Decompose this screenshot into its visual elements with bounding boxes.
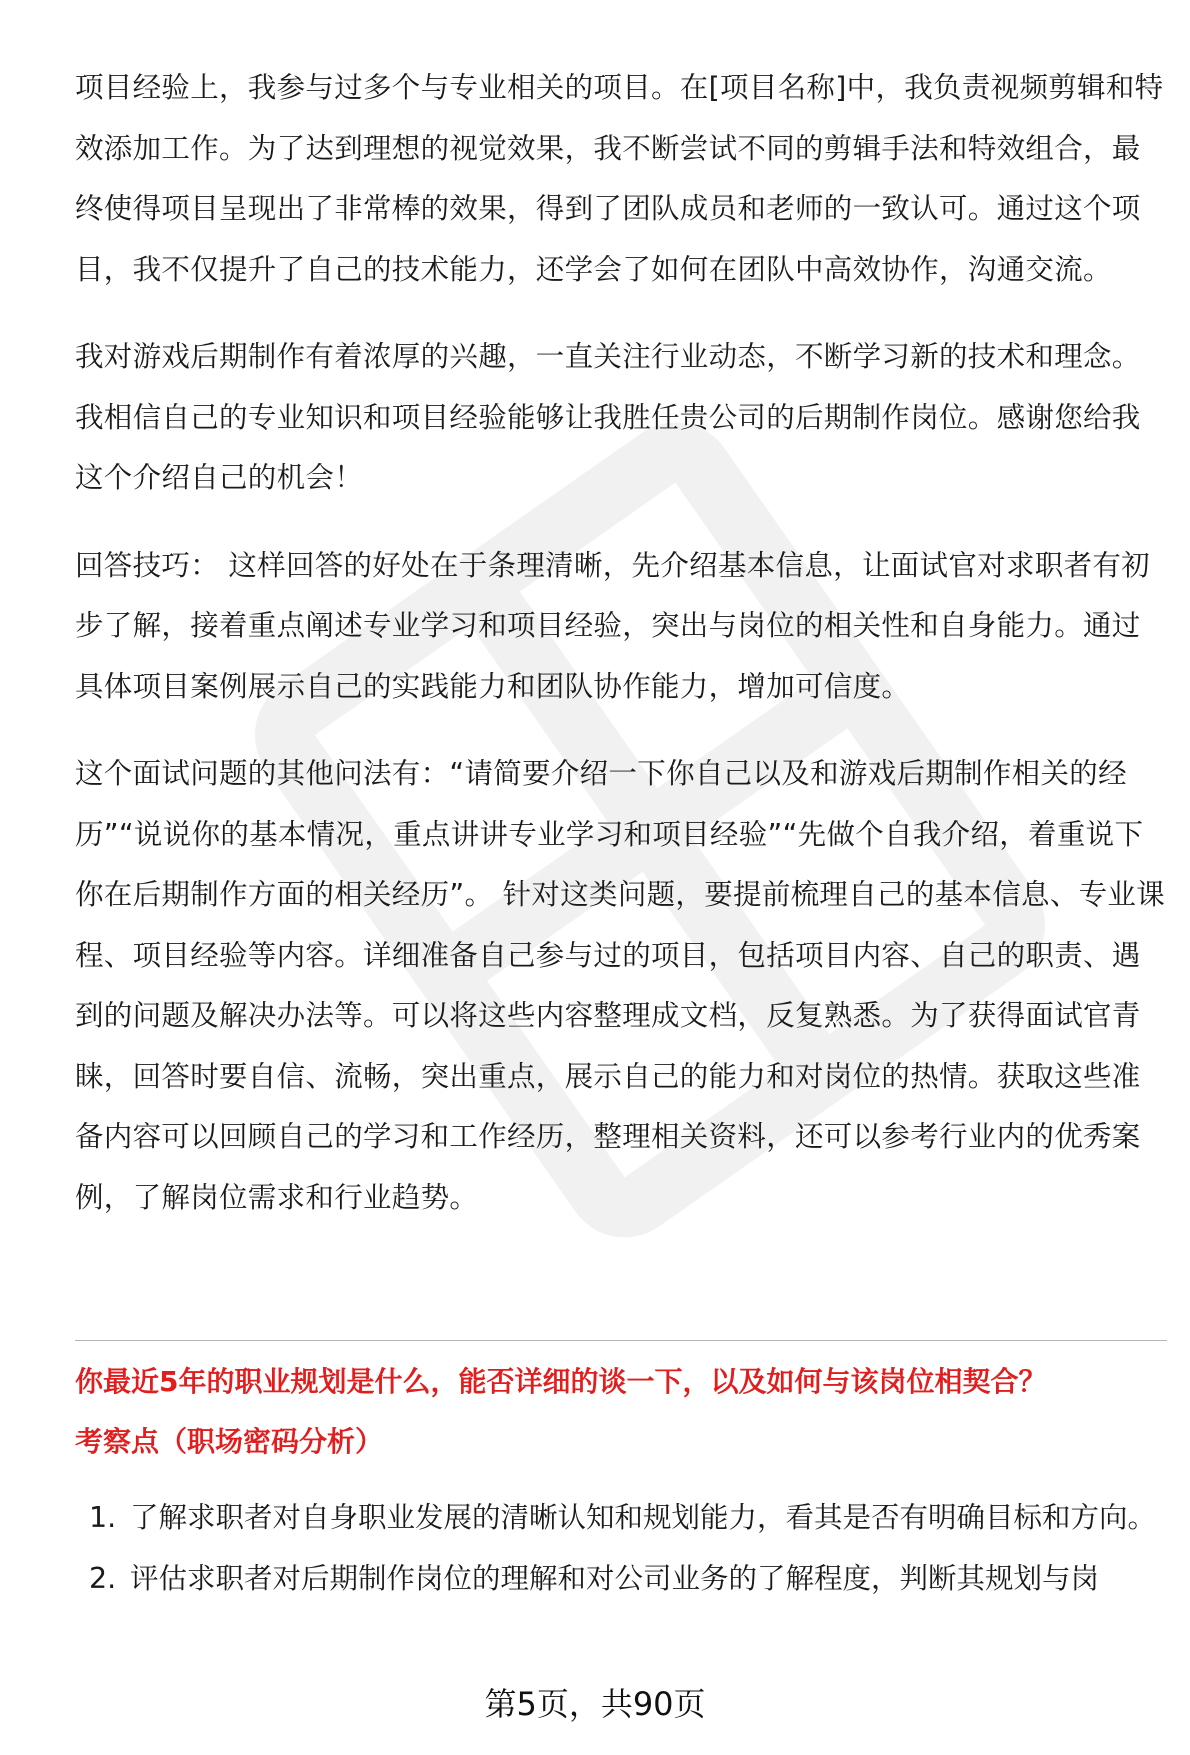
paragraph-alternative-questions: 这个面试问题的其他问法有：“请简要介绍一下你自己以及和游戏后期制作相关的经历”“说说你的基本情况，重点讲讲专业学习和项目经验”“先做个自我介绍，着重说下你在后期制作方面的相关经历”。 针对这类问题，要提前梳理自己的基本信息、专业课程、项目经验等内容。详细准备自己参与过的项目，包括项目内容、自己的职责、遇到的问题及解决办法等。可以将这些内容整理成文档，反复熟悉。为了获得面试官青睐，回答时要自信、流畅，突出重点，展示自己的能力和对岗位的热情。获取这些准备内容可以回顾自己的学习和工作经历，整理相关资料，还可以参考行业内的优秀案例，了解岗位需求和行业趋势。	[75, 757, 1166, 1214]
paragraph-project-experience: 项目经验上，我参与过多个与专业相关的项目。在[项目名称]中，我负责视频剪辑和特效添加工作。为了达到理想的视觉效果，我不断尝试不同的剪辑手法和特效组合，最终使得项目呈现出了非常棒的效果，得到了团队成员和老师的一致认可。通过这个项目，我不仅提升了自己的技术能力，还学会了如何在团队中高效协作，沟通交流。	[75, 71, 1164, 286]
page-number-footer: 第5页，共90页	[484, 1685, 706, 1723]
list-item-text: 了解求职者对自身职业发展的清晰认知和规划能力，看其是否有明确目标和方向。	[130, 1501, 1157, 1534]
assessment-points-list	[75, 1488, 1167, 1609]
list-item	[75, 1488, 1167, 1549]
paragraph-interest: 我对游戏后期制作有着浓厚的兴趣，一直关注行业动态，不断学习新的技术和理念。我相信自己的专业知识和项目经验能够让我胜任贵公司的后期制作岗位。感谢您给我这个介绍自己的机会！	[75, 340, 1141, 494]
list-item-number: 2.	[89, 1561, 117, 1595]
interview-question: 你最近5年的职业规划是什么，能否详细的谈一下，以及如何与该岗位相契合？	[75, 1365, 1047, 1398]
list-item-text: 评估求职者对后期制作岗位的理解和对公司业务的了解程度，判断其规划与岗	[130, 1561, 1100, 1595]
list-item-number: 1.	[89, 1501, 117, 1534]
body-content	[75, 58, 1167, 1228]
section-divider	[75, 1340, 1167, 1341]
assessment-points-heading: 考察点（职场密码分析）	[75, 1425, 384, 1458]
paragraph-answer-tips: 回答技巧： 这样回答的好处在于条理清晰，先介绍基本信息，让面试官对求职者有初步了解，接着重点阐述专业学习和项目经验，突出与岗位的相关性和自身能力。通过具体项目案例展示自己的实践能力和团队协作能力，增加可信度。	[75, 548, 1150, 703]
list-item	[75, 1549, 1167, 1610]
